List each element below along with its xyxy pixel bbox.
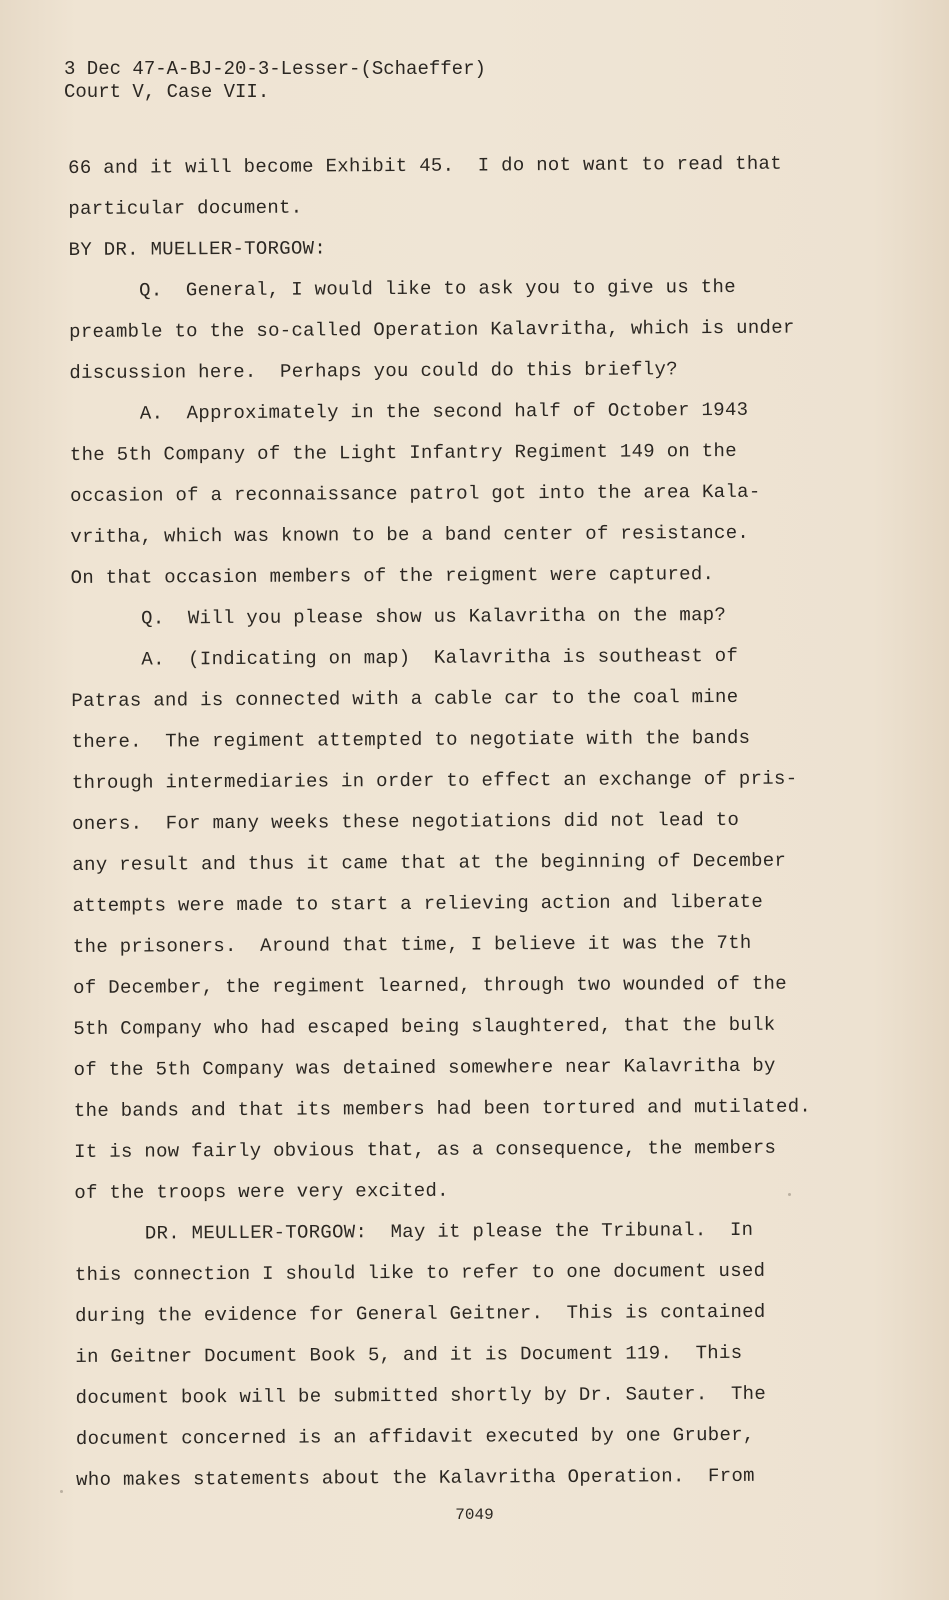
transcript-line: oners. For many weeks these negotiations did not lead to: [72, 808, 740, 835]
transcript-line: the 5th Company of the Light Infantry Regiment 149 on the: [69, 439, 737, 466]
transcript-line: of the 5th Company was detained somewhere near Kalavritha by: [73, 1054, 776, 1081]
transcript-line: A. Approximately in the second half of October 1943: [69, 398, 749, 425]
transcript-line: DR. MEULLER-TORGOW: May it please the Tribunal. In: [74, 1218, 754, 1245]
transcript-line: who makes statements about the Kalavritha Operation. From: [76, 1464, 755, 1491]
header-reference-line: 3 Dec 47-A-BJ-20-3-Lesser-(Schaeffer): [64, 58, 486, 80]
transcript-line: discussion here. Perhaps you could do this briefly?: [69, 358, 678, 384]
transcript-line: vritha, which was known to be a band center of resistance.: [70, 521, 750, 548]
transcript-line: Q. General, I would like to ask you to give us the: [68, 275, 736, 302]
paper-speck: [60, 1490, 63, 1493]
transcript-line: particular document.: [68, 196, 303, 220]
document-header: [64, 58, 486, 104]
transcript-line: document concerned is an affidavit executed by one Gruber,: [75, 1423, 755, 1450]
transcript-line: On that occasion members of the reigment were captured.: [70, 563, 715, 589]
transcript-line: Q. Will you please show us Kalavritha on the map?: [70, 603, 727, 630]
transcript-body: [68, 143, 866, 1501]
transcript-line: in Geitner Document Book 5, and it is Document 119. This: [75, 1341, 743, 1368]
transcript-line: BY DR. MUELLER-TORGOW:: [68, 237, 327, 261]
header-court-line: Court V, Case VII.: [64, 81, 270, 103]
transcript-line: during the evidence for General Geitner. This is contained: [75, 1300, 766, 1327]
transcript-line: through intermediaries in order to effect an exchange of pris-: [71, 767, 798, 794]
transcript-line: of December, the regiment learned, through two wounded of the: [73, 972, 787, 999]
transcript-line: any result and thus it came that at the beginning of December: [72, 849, 787, 876]
transcript-line: of the troops were very excited.: [74, 1179, 449, 1204]
transcript-line: document book will be submitted shortly by Dr. Sauter. The: [75, 1382, 767, 1409]
transcript-line: the bands and that its members had been tortured and mutilated.: [73, 1095, 812, 1122]
transcript-line: 66 and it will become Exhibit 45. I do not want to read that: [68, 152, 782, 179]
page-number: 7049: [455, 1506, 494, 1524]
transcript-line: occasion of a reconnaissance patrol got into the area Kala-: [70, 480, 761, 507]
transcript-line: the prisoners. Around that time, I believe it was the 7th: [72, 931, 752, 958]
transcript-line: this connection I should like to refer to one document used: [74, 1259, 766, 1286]
transcript-line: there. The regiment attempted to negotiate with the bands: [71, 726, 751, 753]
transcript-line: It is now fairly obvious that, as a consequence, the members: [74, 1136, 777, 1163]
paper-speck: [788, 1193, 791, 1196]
transcript-line: A. (Indicating on map) Kalavritha is southeast of: [71, 644, 739, 671]
transcript-line: attempts were made to start a relieving action and liberate: [72, 890, 764, 917]
transcript-line: Patras and is connected with a cable car to the coal mine: [71, 685, 739, 712]
transcript-line: 5th Company who had escaped being slaughtered, that the bulk: [73, 1013, 776, 1040]
transcript-line: preamble to the so-called Operation Kalavritha, which is under: [69, 316, 795, 343]
